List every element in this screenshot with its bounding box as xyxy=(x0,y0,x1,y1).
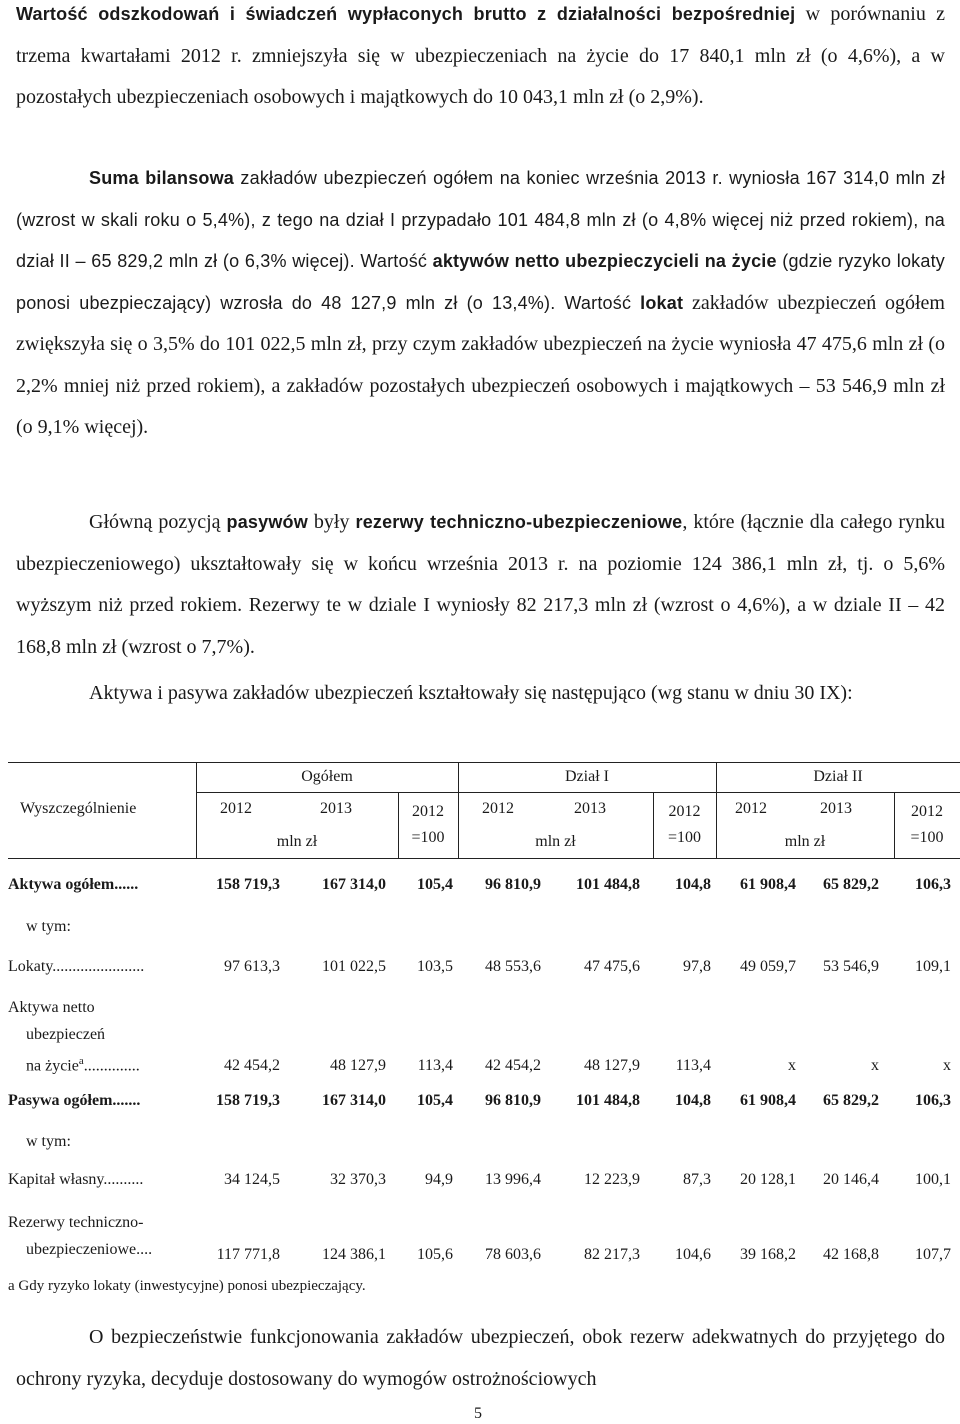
table-cell: 39 168,2 xyxy=(740,1246,796,1263)
row-label: Pasywa ogółem....... xyxy=(8,1092,141,1109)
table-cell: 96 810,9 xyxy=(485,1092,541,1109)
text-balance-2: (gdzie ryzyko lokaty ponosi ubezpieczający) wzrosła do 48 127,9 mln zł (o 13,4%). Wartość xyxy=(16,251,945,313)
paragraph-claims xyxy=(16,0,945,119)
table-footnote: a Gdy ryzyko lokaty (inwestycyjne) ponosi ubezpieczający. xyxy=(8,1278,366,1294)
page-number: 5 xyxy=(474,1405,482,1422)
table-cell: 103,5 xyxy=(417,958,453,975)
header-year: 2013 xyxy=(320,800,352,817)
text-balance-3: zakładów ubezpieczeń ogółem zwiększyła się o 3,5% do 101 022,5 mln zł, przy czym zakładów ubezpieczeń na życie wyniosła 47 475,6 mln zł (o 2,2% mniej niż przed rokiem), a zakładów pozostałych ubezpieczeń osobowych i majątkowych – 53 546,9 mln zł (o 9,1% więcej). xyxy=(16,291,945,438)
table-cell: 49 059,7 xyxy=(740,958,796,975)
table-cell: 97 613,3 xyxy=(224,958,280,975)
paragraph-liabilities xyxy=(16,502,945,668)
table-cell: 124 386,1 xyxy=(322,1246,386,1263)
header-index-top: 2012 xyxy=(668,803,701,820)
bold-investments: lokat xyxy=(640,292,684,313)
table-cell: 48 553,6 xyxy=(485,958,541,975)
bold-reserves: rezerwy techniczno-ubezpieczeniowe xyxy=(355,512,683,532)
row-label xyxy=(8,994,140,1079)
table-cell: 105,6 xyxy=(417,1246,453,1263)
header-year: 2012 xyxy=(482,800,514,817)
bold-balance: Suma bilansowa xyxy=(89,168,235,188)
table-cell: 65 829,2 xyxy=(823,1092,879,1109)
row-label-line: ubezpieczeń xyxy=(26,1026,106,1043)
table-cell: 82 217,3 xyxy=(584,1246,640,1263)
header-year: 2012 xyxy=(220,800,252,817)
table-cell: 13 996,4 xyxy=(485,1171,541,1188)
table-cell: 158 719,3 xyxy=(216,1092,280,1109)
header-index-top: 2012 xyxy=(911,803,943,820)
table-header-rule xyxy=(8,858,960,859)
table-cell: 20 146,4 xyxy=(823,1171,879,1188)
table-cell: 167 314,0 xyxy=(322,1092,386,1109)
leader-dots: .... xyxy=(136,1241,153,1258)
table-cell: 105,4 xyxy=(417,1092,453,1109)
row-label-line: Aktywa netto xyxy=(8,999,95,1016)
table-cell: 106,3 xyxy=(915,876,951,893)
table-cell: 100,1 xyxy=(915,1171,951,1188)
header-unit: mln zł xyxy=(276,833,318,850)
table-cell: 167 314,0 xyxy=(322,876,386,893)
paragraph-balance xyxy=(16,158,945,449)
table-cell: 61 908,4 xyxy=(740,1092,796,1109)
table-cell: 117 771,8 xyxy=(216,1246,280,1263)
table-cell: 94,9 xyxy=(425,1171,453,1188)
table-cell: 34 124,5 xyxy=(224,1171,280,1188)
table-cell: 48 127,9 xyxy=(584,1057,640,1074)
row-label: Aktywa ogółem...... xyxy=(8,876,139,893)
text-liab-3: , które (łącznie dla całego rynku ubezpieczeniowego) ukształtowały się w końcu września 2013 r. na poziomie 124 386,1 mln zł, tj. o 5,6% wyższym niż przed rokiem. Rezerwy te w dziale I wyniosły 82 217,3 mln zł (wzrost o 4,6%), a w dziale II – 42 168,8 mln zł (wzrost o 7,7%). xyxy=(16,511,945,658)
table-cell: 48 127,9 xyxy=(330,1057,386,1074)
header-ogolem: Ogółem xyxy=(301,768,353,785)
paragraph-intro-table: Aktywa i pasywa zakładów ubezpieczeń kształtowały się następująco (wg stanu w dniu 30 IX): xyxy=(89,682,853,704)
row-label: w tym: xyxy=(26,918,71,935)
table-cell: 113,4 xyxy=(417,1057,453,1074)
text-liab-1: Główną pozycją xyxy=(89,511,227,533)
header-index-top: 2012 xyxy=(412,803,444,820)
footnote-marker: a xyxy=(78,1055,84,1067)
header-index-bot: =100 xyxy=(411,829,445,846)
table-cell: x xyxy=(871,1057,879,1074)
table-cell: 158 719,3 xyxy=(216,876,280,893)
table-cell: x xyxy=(788,1057,796,1074)
table-cell: 42 454,2 xyxy=(485,1057,541,1074)
header-year: 2012 xyxy=(735,800,767,817)
row-label-line: ubezpieczeniowe.... xyxy=(26,1241,153,1258)
leader-dots: .............. xyxy=(83,1057,140,1075)
table-cell: 96 810,9 xyxy=(485,876,541,893)
table-cell: 47 475,6 xyxy=(584,958,640,975)
table-cell: 53 546,9 xyxy=(823,958,879,975)
table-cell: x xyxy=(943,1057,951,1074)
paragraph-safety: O bezpieczeństwie funkcjonowania zakładów ubezpieczeń, obok rezerw adekwatnych do przyjętego do ochrony ryzyka, decyduje dostosowany do wymogów ostrożnościowych xyxy=(16,1326,945,1390)
row-label: Kapitał własny.......... xyxy=(8,1171,144,1188)
group-rule xyxy=(196,792,960,793)
header-year: 2013 xyxy=(820,800,852,817)
table-cell: 12 223,9 xyxy=(584,1171,640,1188)
bold-claims: Wartość odszkodowań i świadczeń wypłaconych brutto z działalności bezpośredniej xyxy=(16,4,796,24)
table-cell: 104,6 xyxy=(675,1246,711,1263)
row-label: w tym: xyxy=(26,1133,71,1150)
bold-net-assets: aktywów netto ubezpieczycieli na życie xyxy=(432,251,777,271)
header-unit: mln zł xyxy=(784,833,826,850)
header-unit: mln zł xyxy=(535,833,576,850)
table-top-rule xyxy=(8,762,960,763)
table-cell: 42 454,2 xyxy=(224,1057,280,1074)
row-label-line: Rezerwy techniczno- xyxy=(8,1214,144,1231)
text-balance-1: zakładów ubezpieczeń ogółem na koniec września 2013 r. wyniosła 167 314,0 mln zł (wzrost w skali roku o 5,4%), z tego na dział I przypadało 101 484,8 mln zł (o 4,8% więcej niż przed rokiem), na dział II – 65 829,2 mln zł (o 6,3% więcej). Wartość xyxy=(16,168,945,271)
table-cell: 104,8 xyxy=(675,1092,711,1109)
table-cell: 42 168,8 xyxy=(823,1246,879,1263)
text-claims: w porównaniu z trzema kwartałami 2012 r. zmniejszyła się w ubezpieczeniach na życie do 17 840,1 mln zł (o 4,6%), a w pozostałych ubezpieczeniach osobowych i majątkowych do 10 043,1 mln zł (o 2,9%). xyxy=(16,3,945,108)
table-cell: 87,3 xyxy=(683,1171,711,1188)
header-index-bot: =100 xyxy=(667,829,702,846)
table-cell: 107,7 xyxy=(915,1246,951,1263)
bold-liabilities: pasywów xyxy=(226,512,308,532)
header-dzial-1: Dział I xyxy=(565,768,609,785)
table-cell: 101 022,5 xyxy=(322,958,386,975)
table-cell: 65 829,2 xyxy=(823,876,879,893)
row-label xyxy=(8,1209,152,1263)
header-wyszczegolnienie: Wyszczególnienie xyxy=(20,800,137,817)
header-dzial-2: Dział II xyxy=(813,768,863,785)
table-cell: 97,8 xyxy=(683,958,711,975)
table-cell: 109,1 xyxy=(915,958,951,975)
table-cell: 106,3 xyxy=(915,1092,951,1109)
header-year: 2013 xyxy=(574,800,606,817)
header-index-bot: =100 xyxy=(910,829,944,846)
table-cell: 113,4 xyxy=(675,1057,711,1074)
table-cell: 32 370,3 xyxy=(330,1171,386,1188)
row-label-line: na życie$^a$.............. xyxy=(26,1055,140,1075)
table-cell: 61 908,4 xyxy=(740,876,796,893)
table-cell: 104,8 xyxy=(675,876,711,893)
table-cell: 101 484,8 xyxy=(576,876,640,893)
row-label: Lokaty....................... xyxy=(8,958,145,975)
text-liab-2: były xyxy=(307,511,356,533)
table-cell: 105,4 xyxy=(417,876,453,893)
table-cell: 20 128,1 xyxy=(740,1171,796,1188)
table-cell: 101 484,8 xyxy=(576,1092,640,1109)
table-cell: 78 603,6 xyxy=(485,1246,541,1263)
